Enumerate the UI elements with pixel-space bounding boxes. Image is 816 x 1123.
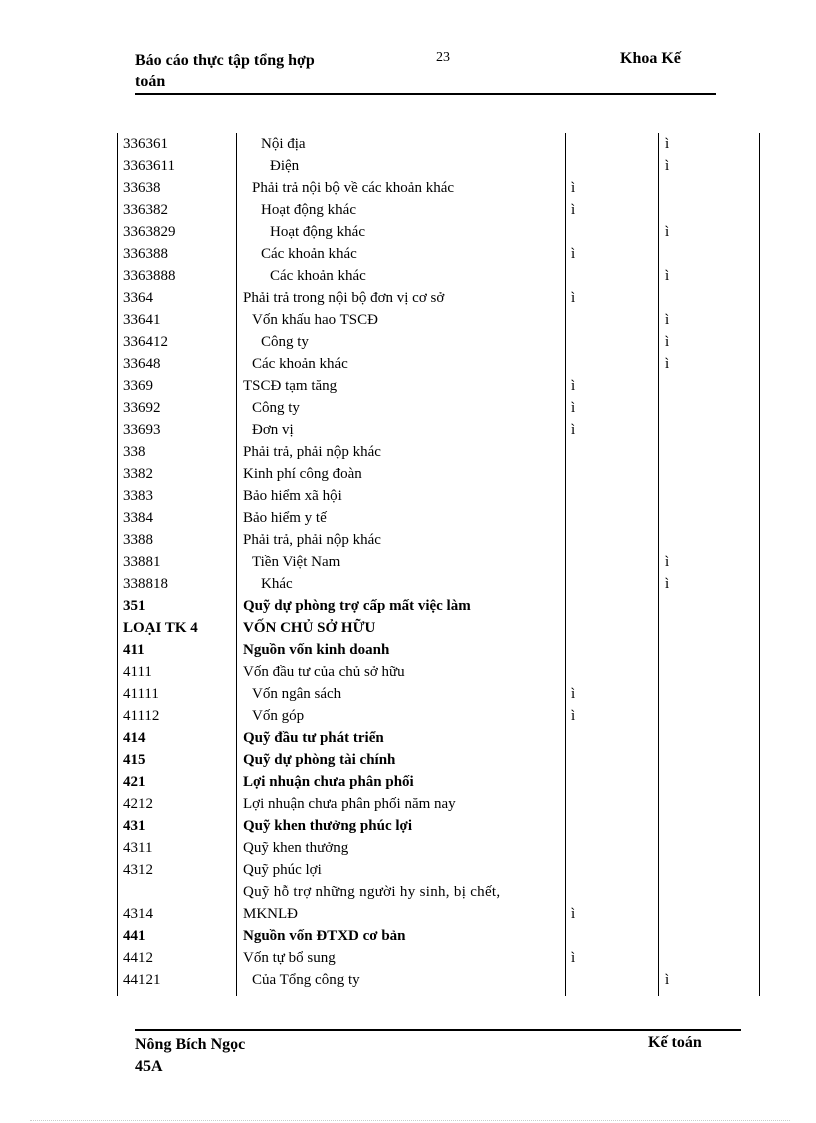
account-name — [243, 507, 561, 529]
account-name — [243, 925, 561, 947]
account-name-line: Vốn khấu hao TSCĐ — [252, 312, 378, 328]
account-name-line: Bảo hiểm y tế — [243, 510, 327, 526]
table-row — [117, 815, 760, 837]
table-row — [117, 969, 760, 991]
table-row — [117, 353, 760, 375]
table-row — [117, 837, 760, 859]
account-name-line: Lợi nhuận chưa phân phối — [243, 774, 414, 790]
account-name-line: Phải trả nội bộ về các khoản khác — [252, 180, 455, 196]
mark-col-1: ì — [571, 686, 576, 702]
account-code: 421 — [123, 774, 146, 790]
mark-col-2: ì — [665, 224, 670, 240]
account-name-line: Quỹ khen thưởng phúc lợi — [243, 818, 413, 834]
account-code: 4314 — [123, 906, 153, 922]
table-row — [117, 199, 760, 221]
table-row — [117, 881, 760, 925]
account-name-line: Quỹ phúc lợi — [243, 862, 322, 878]
footer-author — [135, 1034, 245, 1078]
mark-col-2: ì — [665, 356, 670, 372]
account-name — [243, 573, 579, 595]
account-name-line: Phải trả, phải nộp khác — [243, 444, 381, 460]
account-code: 41111 — [123, 686, 159, 702]
table-row — [117, 947, 760, 969]
table-row — [117, 309, 760, 331]
account-name — [243, 617, 561, 639]
account-name-line: Các khoản khác — [261, 246, 357, 262]
table-row — [117, 727, 760, 749]
account-name-line: Quỹ đầu tư phát triển — [243, 730, 384, 746]
table-row — [117, 265, 760, 287]
account-name-line: Nguồn vốn kinh doanh — [243, 642, 390, 658]
table-row — [117, 155, 760, 177]
table-row — [117, 221, 760, 243]
account-name-line: Phải trả, phải nộp khác — [243, 532, 381, 548]
table-row — [117, 441, 760, 463]
footer-author-name: Nông Bích Ngọc — [135, 1036, 246, 1053]
account-name-line: Các khoản khác — [270, 268, 366, 284]
account-name — [243, 265, 588, 287]
mark-col-1: ì — [571, 422, 576, 438]
account-code: 441 — [123, 928, 146, 944]
table-row — [117, 683, 760, 705]
header-title-line2: toán — [135, 73, 166, 90]
account-code: 338 — [123, 444, 146, 460]
table-row — [117, 177, 760, 199]
account-name-line: Vốn ngân sách — [252, 686, 342, 702]
account-name — [243, 815, 561, 837]
account-name-line: Lợi nhuận chưa phân phối năm nay — [243, 796, 456, 812]
mark-col-1: ì — [571, 180, 576, 196]
account-name — [243, 529, 561, 551]
table-row — [117, 331, 760, 353]
mark-col-1: ì — [571, 400, 576, 416]
table-row — [117, 705, 760, 727]
account-code: 336412 — [123, 334, 168, 350]
mark-col-2: ì — [665, 554, 670, 570]
account-code: LOẠI TK 4 — [123, 620, 198, 636]
mark-col-1: ì — [571, 290, 576, 306]
account-name — [243, 353, 570, 375]
table-row — [117, 507, 760, 529]
mark-col-1: ì — [571, 950, 576, 966]
account-code: 3363888 — [123, 268, 176, 284]
account-name — [243, 969, 570, 991]
mark-col-1: ì — [571, 708, 576, 724]
table-row — [117, 485, 760, 507]
account-name — [243, 133, 579, 155]
table-row — [117, 661, 760, 683]
account-name-line: Kinh phí công đoàn — [243, 466, 362, 482]
account-code: 3363829 — [123, 224, 176, 240]
account-name-line: Công ty — [252, 400, 300, 416]
account-code: 3364 — [123, 290, 153, 306]
table-row — [117, 595, 760, 617]
account-code: 3388 — [123, 532, 153, 548]
account-name-line: Quỹ khen thưởng — [243, 840, 349, 856]
mark-col-1: ì — [571, 378, 576, 394]
footer-author-class: 45A — [135, 1058, 163, 1075]
account-name-line: Tiền Việt Nam — [252, 554, 341, 570]
page-edge — [30, 1120, 790, 1121]
account-name — [243, 397, 570, 419]
header-divider — [135, 93, 716, 95]
table-row — [117, 463, 760, 485]
table-row — [117, 793, 760, 815]
page-number: 23 — [436, 50, 450, 65]
account-name — [243, 309, 570, 331]
account-code: 44121 — [123, 972, 161, 988]
account-name — [243, 639, 561, 661]
account-code: 33641 — [123, 312, 161, 328]
account-name — [243, 683, 570, 705]
table-row — [117, 573, 760, 595]
account-name-line: Công ty — [261, 334, 309, 350]
mark-col-2: ì — [665, 334, 670, 350]
account-name — [243, 551, 570, 573]
account-code: 411 — [123, 642, 145, 658]
account-name — [243, 881, 561, 925]
account-name — [243, 749, 561, 771]
table-row — [117, 639, 760, 661]
account-code: 336388 — [123, 246, 168, 262]
account-code: 33648 — [123, 356, 161, 372]
account-name — [243, 419, 570, 441]
account-name-line: Quỹ dự phòng tài chính — [243, 752, 396, 768]
footer-divider — [135, 1029, 741, 1031]
account-name-line: Điện — [270, 158, 300, 174]
mark-col-2: ì — [665, 268, 670, 284]
mark-col-2: ì — [665, 158, 670, 174]
account-code: 338818 — [123, 576, 168, 592]
table-row — [117, 529, 760, 551]
header-title — [135, 50, 365, 92]
account-table — [117, 133, 760, 996]
account-name — [243, 463, 561, 485]
account-code: 3384 — [123, 510, 153, 526]
account-name-line: Hoạt động khác — [261, 202, 356, 218]
account-code: 415 — [123, 752, 146, 768]
table-row — [117, 771, 760, 793]
account-name-line: Nội địa — [261, 136, 306, 152]
mark-col-2: ì — [665, 576, 670, 592]
account-name — [243, 177, 570, 199]
account-name-line: Bảo hiểm xã hội — [243, 488, 342, 504]
account-code: 4312 — [123, 862, 153, 878]
account-name-line: TSCĐ tạm tăng — [243, 378, 338, 394]
account-name — [243, 287, 561, 309]
footer-department: Kế toán — [648, 1034, 702, 1051]
account-code: 33881 — [123, 554, 161, 570]
account-name — [243, 331, 579, 353]
account-name — [243, 837, 561, 859]
mark-col-1: ì — [571, 906, 576, 922]
account-name — [243, 859, 561, 881]
account-name-line: Quỹ hỗ trợ những người hy sinh, bị chết, — [243, 884, 501, 900]
table-row — [117, 617, 760, 639]
account-name-line: Phải trả trong nội bộ đơn vị cơ sở — [243, 290, 445, 306]
account-name-line: Nguồn vốn ĐTXD cơ bản — [243, 928, 406, 944]
account-name — [243, 243, 579, 265]
table-row — [117, 859, 760, 881]
account-code: 3382 — [123, 466, 153, 482]
table-row — [117, 925, 760, 947]
account-code: 4111 — [123, 664, 152, 680]
account-code: 4212 — [123, 796, 153, 812]
account-name-line: Đơn vị — [252, 422, 294, 438]
account-name — [243, 661, 561, 683]
account-code: 431 — [123, 818, 146, 834]
table-row — [117, 375, 760, 397]
account-name-line: Khác — [261, 576, 293, 592]
account-name — [243, 485, 561, 507]
account-code: 336382 — [123, 202, 168, 218]
table-row — [117, 551, 760, 573]
table-row — [117, 133, 760, 155]
account-code: 336361 — [123, 136, 168, 152]
account-name — [243, 199, 579, 221]
table-row — [117, 419, 760, 441]
account-name-line: Hoạt động khác — [270, 224, 365, 240]
account-name — [243, 221, 588, 243]
table-row — [117, 243, 760, 265]
header-title-line1: Báo cáo thực tập tổng hợp — [135, 52, 315, 69]
account-code: 4412 — [123, 950, 153, 966]
account-name — [243, 595, 561, 617]
account-name-line: Vốn góp — [252, 708, 305, 724]
account-name — [243, 155, 588, 177]
table-row — [117, 749, 760, 771]
mark-col-2: ì — [665, 972, 670, 988]
mark-col-1: ì — [571, 246, 576, 262]
account-code: 3369 — [123, 378, 153, 394]
account-code: 33693 — [123, 422, 161, 438]
account-name-line: VỐN CHỦ SỞ HỮU — [243, 620, 376, 636]
account-code: 414 — [123, 730, 146, 746]
account-name-line: Các khoản khác — [252, 356, 348, 372]
mark-col-1: ì — [571, 202, 576, 218]
account-name-line: Vốn tự bổ sung — [243, 950, 336, 966]
account-name — [243, 793, 561, 815]
account-name — [243, 375, 561, 397]
account-code: 33692 — [123, 400, 161, 416]
header-department: Khoa Kế — [620, 50, 681, 67]
account-name-line: Của Tổng công ty — [252, 972, 360, 988]
table-row — [117, 397, 760, 419]
account-name-line: Vốn đầu tư của chủ sở hữu — [243, 664, 405, 680]
account-name — [243, 441, 561, 463]
account-name-line: MKNLĐ — [243, 906, 298, 922]
mark-col-2: ì — [665, 312, 670, 328]
account-name — [243, 705, 570, 727]
account-code: 41112 — [123, 708, 160, 724]
account-code: 33638 — [123, 180, 161, 196]
account-name — [243, 771, 561, 793]
mark-col-2: ì — [665, 136, 670, 152]
account-name — [243, 947, 561, 969]
account-name-line: Quỹ dự phòng trợ cấp mất việc làm — [243, 598, 471, 614]
account-code: 351 — [123, 598, 146, 614]
account-name — [243, 727, 561, 749]
account-code: 3363611 — [123, 158, 175, 174]
account-code: 4311 — [123, 840, 153, 856]
account-code: 3383 — [123, 488, 153, 504]
table-row — [117, 287, 760, 309]
